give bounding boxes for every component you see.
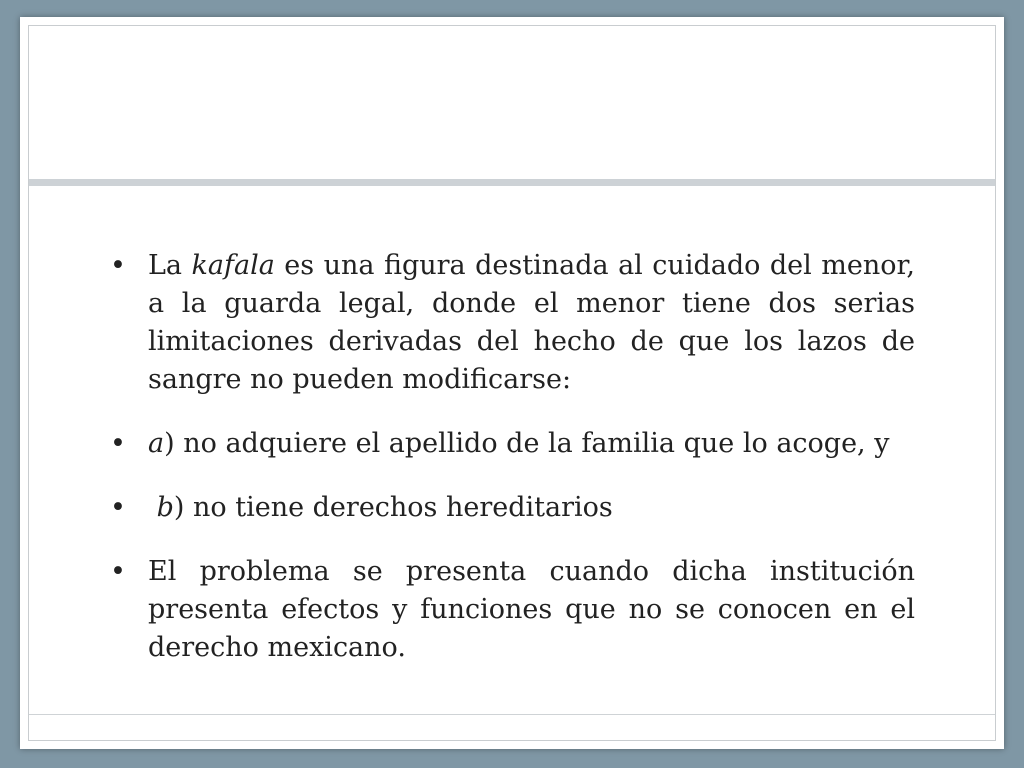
footer-divider (29, 714, 995, 715)
bullet-text-pre: El problema se presenta cuando dicha institución presenta efectos y funciones que no se conocen en el derecho mexicano. (148, 556, 915, 663)
bullet-text-emphasis: a (148, 428, 165, 459)
bullet-text-pre: La (148, 250, 192, 281)
bullet-item (110, 553, 915, 667)
bullet-text-post: es una figura destinada al cuidado del menor, a la guarda legal, donde el menor tiene dos serias limitaciones derivadas del hecho de que los lazos de sangre no pueden modificarse: (148, 250, 915, 395)
bullet-marker: • (110, 250, 126, 281)
bullet-item (110, 425, 915, 463)
bullet-item (110, 247, 915, 399)
bullet-text-post: ) no adquiere el apellido de la familia que lo acoge, y (164, 428, 890, 459)
bullet-marker: • (110, 492, 126, 523)
bullet-text-emphasis: kafala (191, 250, 275, 281)
bullet-item (110, 489, 915, 527)
bullet-text-pre (148, 492, 157, 523)
bullet-text-post: ) no tiene derechos hereditarios (173, 492, 613, 523)
bullet-list (110, 247, 915, 693)
bullet-marker: • (110, 428, 126, 459)
slide (20, 17, 1004, 749)
bullet-marker: • (110, 556, 126, 587)
title-placeholder (29, 26, 995, 178)
title-divider (29, 179, 995, 186)
bullet-text-emphasis: b (156, 492, 174, 523)
